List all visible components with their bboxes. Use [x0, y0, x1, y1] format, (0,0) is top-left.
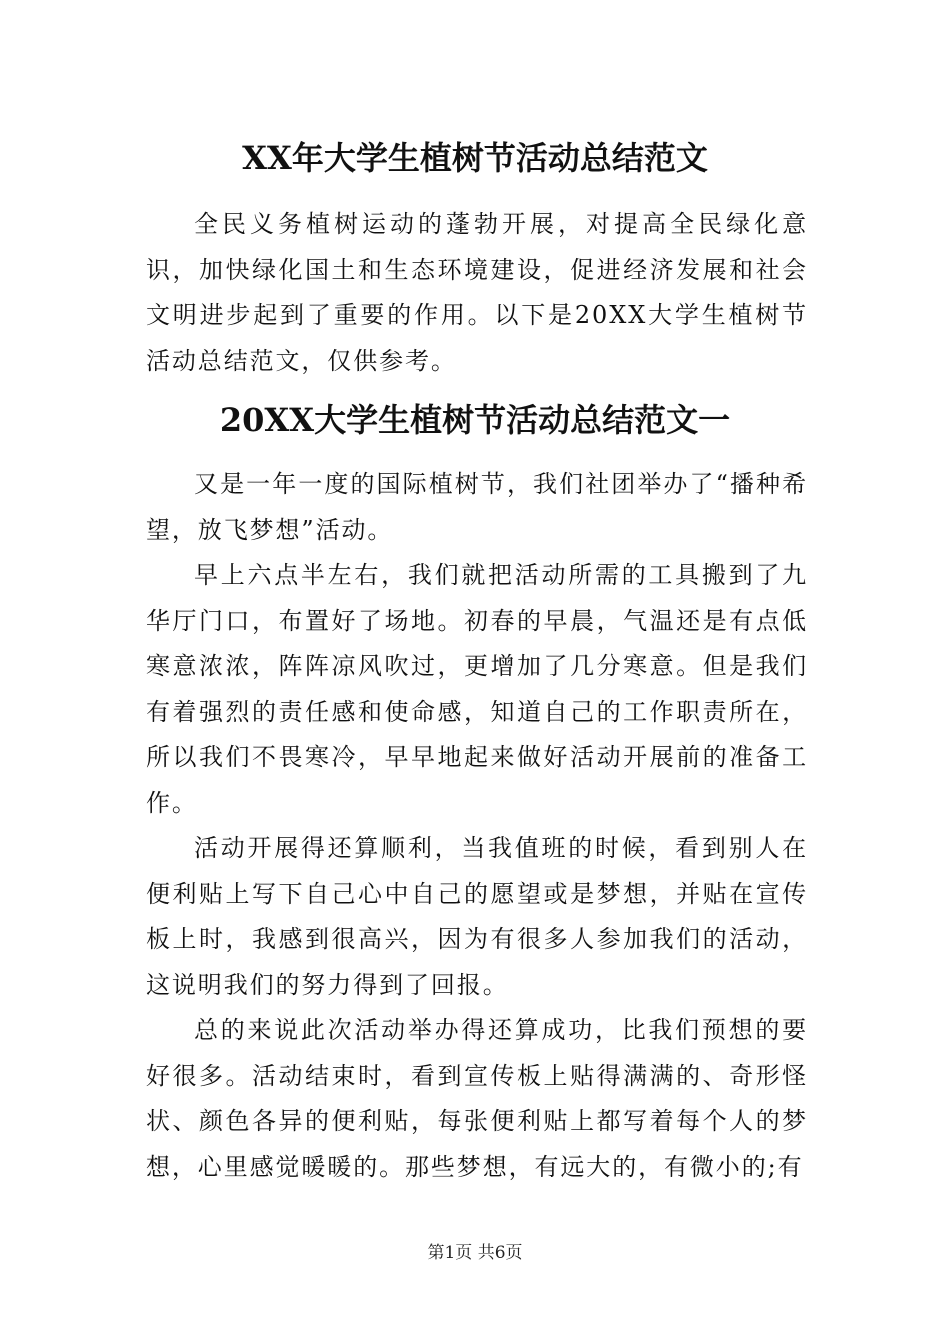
- body-paragraph: 总的来说此次活动举办得还算成功，比我们预想的要好很多。活动结束时，看到宣传板上贴得满满的、奇形怪状、颜色各异的便利贴，每张便利贴上都写着每个人的梦想，心里感觉暖暖的。那些梦想，有远大的，有微小的;有: [146, 1016, 808, 1181]
- section-title: 20XX大学生植树节活动总结范文一: [219, 401, 731, 439]
- body-paragraph: 活动开展得还算顺利，当我值班的时候，看到别人在便利贴上写下自己心中自己的愿望或是梦想，并贴在宣传板上时，我感到很高兴，因为有很多人参加我们的活动，这说明我们的努力得到了回报。: [146, 834, 808, 999]
- body-paragraph: 又是一年一度的国际植树节，我们社团举办了“播种希望，放飞梦想”活动。: [146, 470, 808, 544]
- intro-paragraph: 全民义务植树运动的蓬勃开展，对提高全民绿化意识，加快绿化国土和生态环境建设，促进经济发展和社会文明进步起到了重要的作用。以下是20XX大学生植树节活动总结范文，仅供参考。: [146, 210, 808, 375]
- page-footer: [0, 1242, 950, 1264]
- page-number: 第1页 共6页: [427, 1243, 523, 1263]
- body-paragraph: 早上六点半左右，我们就把活动所需的工具搬到了九华厅门口，布置好了场地。初春的早晨，气温还是有点低寒意浓浓，阵阵凉风吹过，更增加了几分寒意。但是我们有着强烈的责任感和使命感，知道自己的工作职责所在，所以我们不畏寒冷，早早地起来做好活动开展前的准备工作。: [146, 561, 808, 817]
- document-title: XX年大学生植树节活动总结范文: [242, 139, 708, 177]
